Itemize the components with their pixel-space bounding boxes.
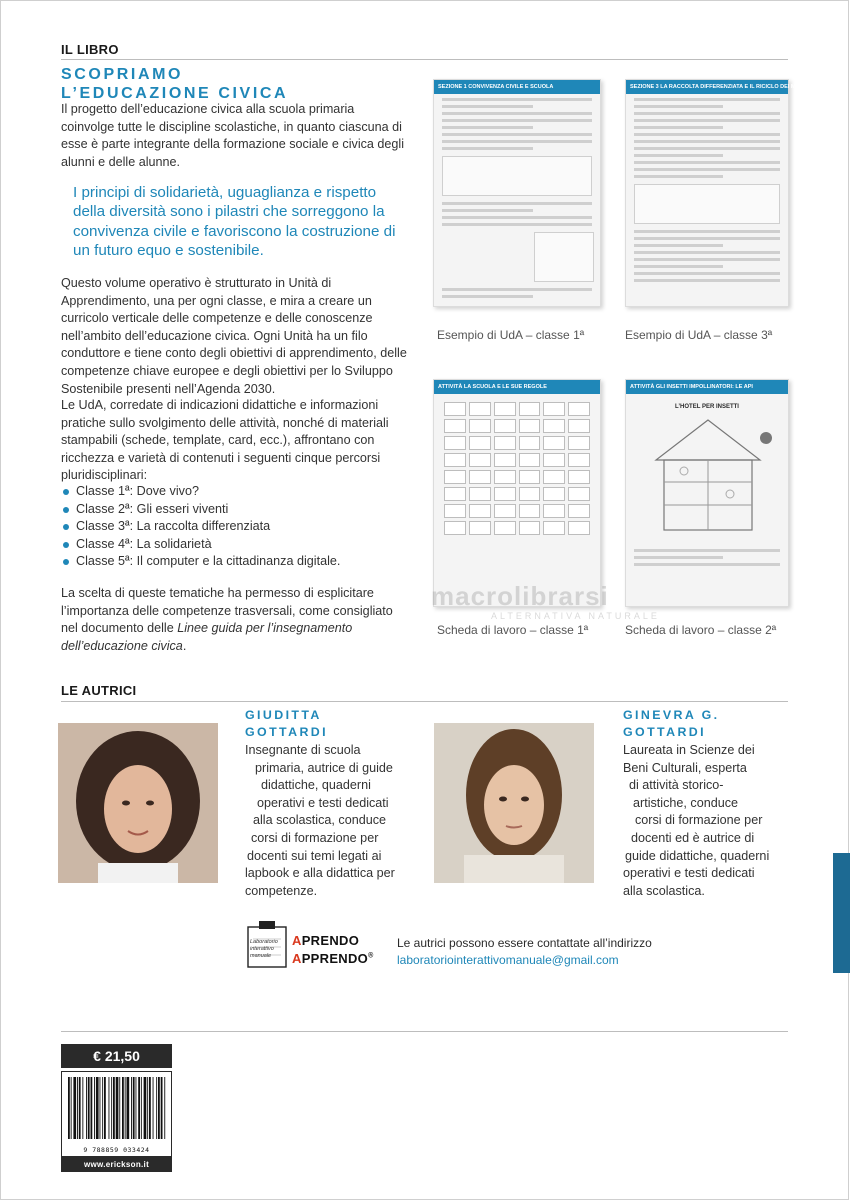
avatar-giuditta: [58, 723, 218, 883]
author1-bio: Insegnante di scuola primaria, autrice di guide didattiche, quaderni operativi e testi dedicati alla scolastica, conduce corsi di formazione per docenti sui temi legati ai lapbook e alla didattica per competenze.: [245, 743, 395, 898]
isbn-digits: 9 788859 033424: [83, 1146, 150, 1154]
description-paragraph: Questo volume operativo è strutturato in Unità di Apprendimento, una per ogni classe, e mira a creare un curricolo verticale delle competenze e delle conoscenze nell’ambito dell’educazione civica. Ogni Unità ha un filo conduttore e tiene conto degli obiettivi di apprendimento, delle competenze chiave europee e degli obiettivi per lo Sviluppo Sostenibile presenti nell’Agenda 2030.: [61, 276, 407, 396]
price-badge: € 21,50: [61, 1044, 172, 1068]
thumbnail-header: ATTIVITÀ GLI INSETTI IMPOLLINATORI: LE API: [630, 384, 753, 390]
insect-hotel-drawing: [626, 410, 790, 540]
thumbnail-header: SEZIONE 3 LA RACCOLTA DIFFERENZIATA E IL RICICLO DEI MATERIALI: [630, 84, 821, 90]
book-title-line1: SCOPRIAMO: [61, 66, 184, 83]
thumbnail-worksheet-class1: [433, 379, 601, 607]
watermark-subtitle: ALTERNATIVA NATURALE: [491, 611, 660, 621]
author2-name: [623, 707, 720, 741]
thumbnail-caption: Esempio di UdA – classe 3ª: [625, 328, 773, 342]
contact-email-link[interactable]: laboratoriointerattivomanuale@gmail.com: [397, 953, 619, 967]
author2-first-name: GINEVRA G.: [623, 708, 720, 722]
aprendo-apprendo-logo: [247, 921, 374, 971]
divider: [61, 59, 788, 60]
thumbnail-caption: Scheda di lavoro – classe 1ª: [437, 623, 589, 637]
barcode-bars: [62, 1075, 171, 1145]
list-item: Classe 1ª: Dove vivo?: [61, 483, 340, 501]
author1-first-name: GIUDITTA: [245, 708, 322, 722]
highlight-quote: I principi di solidarietà, uguaglianza e rispetto della diversità sono i pilastri che sorreggono la convivenza civile e favoriscono la costruzione di un futuro equo e sostenibile.: [73, 184, 396, 260]
book-title: [61, 65, 288, 103]
conclusion-text: La scelta di queste tematiche ha permesso di esplicitare l’importanza delle competenze trasversali, come consigliato nel documento delle: [61, 586, 393, 636]
conclusion-paragraph: [61, 585, 413, 655]
contact-text: Le autrici possono essere contattate all’indirizzo: [397, 936, 652, 950]
logo-small-text: Laboratorio interattivo manuale: [250, 939, 278, 959]
barcode: [61, 1071, 172, 1157]
author2-bio: Laureata in Scienze dei Beni Culturali, esperta di attività storico- artistiche, conduce corsi di formazione per docenti ed è autrice di guide didattiche, quaderni operativi e testi dedicati alla scolastica.: [623, 743, 770, 898]
watermark: macrolibrarsi: [431, 581, 609, 611]
thumbnail-header: SEZIONE 1 CONVIVENZA CIVILE E SCUOLA: [438, 84, 554, 90]
side-tab: [833, 853, 850, 973]
contact-info: [397, 935, 652, 969]
divider: [61, 1031, 788, 1032]
thumbnail-header: ATTIVITÀ LA SCUOLA E LE SUE REGOLE: [438, 384, 547, 390]
author1-name: [245, 707, 328, 741]
uda-paragraph: Le UdA, corredate di indicazioni didattiche e informazioni pratiche sullo svolgimento delle attività, nonché di materiali stampabili (schede, template, card, ecc.), affrontano con ricchezza e varietà di contenuti i seguenti cinque percorsi pluridisciplinari:: [61, 398, 389, 483]
list-item: Classe 5ª: Il computer e la cittadinanza digitale.: [61, 553, 340, 571]
thumbnail-uda-class1: [433, 79, 601, 307]
publisher-website: www.erickson.it: [61, 1157, 172, 1172]
thumbnail-worksheet-class2: [625, 379, 789, 607]
topics-list: [61, 483, 340, 571]
logo-line2: APPRENDO®: [292, 951, 374, 966]
author2-last-name: GOTTARDI: [623, 725, 706, 739]
list-item: Classe 2ª: Gli esseri viventi: [61, 501, 340, 519]
thumbnail-subtitle: L’HOTEL PER INSETTI: [675, 404, 739, 410]
list-item: Classe 4ª: La solidarietà: [61, 536, 340, 554]
guidelines-title: Linee guida per l’insegnamento dell’educazione civica: [61, 621, 353, 653]
conclusion-end: .: [182, 638, 187, 653]
section-heading-authors: LE AUTRICI: [61, 683, 137, 698]
thumbnail-caption: Scheda di lavoro – classe 2ª: [625, 623, 777, 637]
thumbnail-caption: Esempio di UdA – classe 1ª: [437, 328, 585, 342]
author1-last-name: GOTTARDI: [245, 725, 328, 739]
thumbnail-uda-class3: [625, 79, 821, 307]
divider: [61, 701, 788, 702]
intro-paragraph: Il progetto dell’educazione civica alla scuola primaria coinvolge tutte le discipline scolastiche, in quanto ciascuna di esse è parte integrante della formazione sociale e civica degli alunni e delle alunne.: [61, 102, 405, 169]
section-heading-book: IL LIBRO: [61, 42, 119, 57]
avatar-ginevra: [434, 723, 594, 883]
book-title-line2: L’EDUCAZIONE CIVICA: [61, 85, 289, 102]
list-item: Classe 3ª: La raccolta differenziata: [61, 518, 340, 536]
logo-line1: APRENDO: [292, 933, 360, 948]
